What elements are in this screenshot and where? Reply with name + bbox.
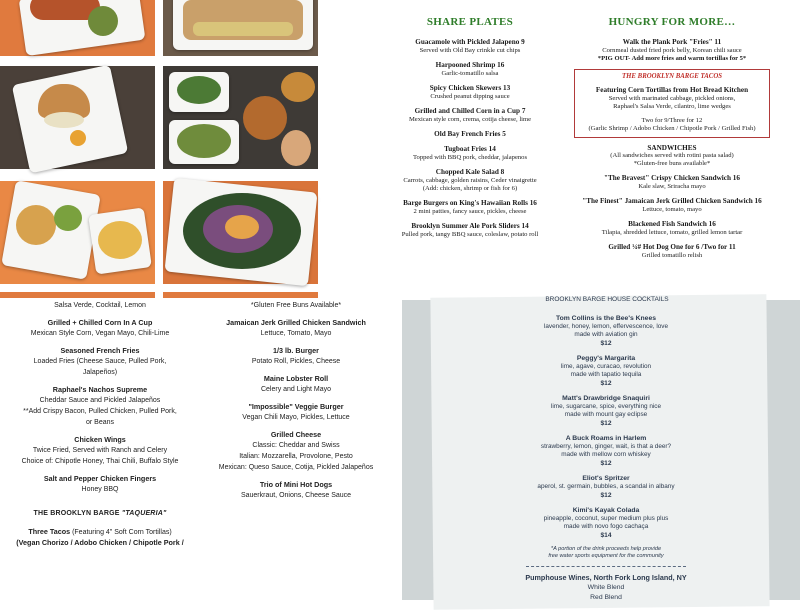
three-tacos-name: Three Tacos bbox=[28, 527, 71, 536]
menu-item bbox=[370, 145, 570, 162]
cocktail-desc: lime, agave, curacao, revolution made with tapatio tequila bbox=[560, 363, 652, 378]
three-tacos-item bbox=[0, 527, 200, 548]
item-desc: Carrots, cabbage, golden raisins, Ceder vinaigrette (Add: chicken, shrimp or fish for 6) bbox=[403, 177, 537, 192]
item-desc: *Gluten Free Buns Available* bbox=[250, 302, 342, 309]
item-name: Seasoned French Fries bbox=[60, 346, 140, 355]
item-name: "The Bravest" Crispy Chicken Sandwich 16 bbox=[604, 174, 740, 182]
item-desc: Vegan Chili Mayo, Pickles, Lettuce bbox=[242, 414, 350, 421]
cocktail-name: Tom Collins is the Bee's Knees bbox=[555, 315, 657, 322]
share-plates-list bbox=[370, 38, 570, 239]
item-desc: Lettuce, tomato, mayo bbox=[642, 206, 702, 213]
item-desc: Classic: Cheddar and Swiss Italian: Mozzarella, Provolone, Pesto Mexican: Queso Sauce, Cotija, Pickled Jalapeños bbox=[218, 442, 374, 471]
cocktail-desc: strawberry, lemon, ginger, wait, is that a deer? made with mellow corn whiskey bbox=[540, 443, 672, 458]
menu-item bbox=[196, 480, 396, 501]
item-name: Walk the Plank Pork "Fries" 11 bbox=[622, 38, 722, 46]
menu-item bbox=[370, 84, 570, 101]
cocktail-items bbox=[486, 314, 726, 540]
three-tacos-choices: (Vegan Chorizo / Adobo Chicken / Chipotle Pork / bbox=[16, 538, 184, 547]
cocktail-name: Peggy's Margarita bbox=[576, 355, 636, 362]
share-plates-heading: SHARE PLATES bbox=[426, 16, 514, 28]
menu-item bbox=[196, 346, 396, 367]
three-tacos-detail: (Featuring 4" Soft Corn Tortillas) bbox=[70, 529, 172, 536]
item-desc: Garlic-tomatillo salsa bbox=[441, 70, 499, 77]
cocktail-heading-cut: BROOKLYN BARGE HOUSE COCKTAILS bbox=[545, 296, 669, 303]
tacos-box bbox=[574, 69, 770, 138]
item-desc: Mexican style corn, crema, cotija cheese, lime bbox=[408, 116, 532, 123]
menu-item bbox=[0, 474, 200, 495]
item-name: Trio of Mini Hot Dogs bbox=[259, 480, 333, 489]
tacos-choices: (Garlic Shrimp / Adobo Chicken / Chipotle Pork / Grilled Fish) bbox=[588, 125, 756, 132]
item-desc: Sauerkraut, Onions, Cheese Sauce bbox=[240, 492, 352, 499]
cocktail-item bbox=[486, 474, 726, 500]
menu-item bbox=[0, 385, 200, 428]
item-name: 1/3 lb. Burger bbox=[273, 346, 319, 355]
item-name: Guacamole with Pickled Jalapeno 9 bbox=[415, 38, 525, 46]
item-desc: Loaded Fries (Cheese Sauce, Pulled Pork, Jalapeños) bbox=[33, 358, 167, 376]
item-desc: Cornmeal dusted fried pork belly, Korean chili sauce bbox=[602, 47, 742, 54]
menu-item bbox=[572, 174, 772, 191]
cocktail-note: *A portion of the drink proceeds help provide free water sports equipment for the community bbox=[548, 546, 664, 559]
tacos-heading: THE BROOKLYN BARGE TACOS bbox=[621, 73, 723, 80]
wines-heading: Pumphouse Wines, North Fork Long Island, NY bbox=[525, 573, 687, 582]
menu-item bbox=[196, 430, 396, 473]
food-photo-grid bbox=[0, 0, 322, 298]
cocktail-price: $12 bbox=[600, 460, 612, 467]
kale-salad-photo bbox=[163, 181, 318, 284]
cocktail-price: $12 bbox=[600, 492, 612, 499]
sandwiches-block bbox=[572, 144, 772, 168]
burger-photo bbox=[0, 66, 155, 169]
menu-item bbox=[0, 435, 200, 467]
item-name: Brooklyn Summer Ale Pork Sliders 14 bbox=[411, 222, 529, 230]
menu-item bbox=[572, 197, 772, 214]
cocktail-price: $12 bbox=[600, 380, 612, 387]
menu-item bbox=[0, 346, 200, 378]
cocktail-list bbox=[486, 314, 726, 603]
menu-item bbox=[572, 38, 772, 63]
item-desc: Honey BBQ bbox=[81, 486, 119, 493]
wine-item: Red Blend bbox=[590, 594, 622, 601]
cocktail-item bbox=[486, 354, 726, 388]
cocktail-desc: aperol, st. germain, bubbles, a scandal in albany bbox=[537, 483, 675, 490]
item-desc: Grilled tomatillo relish bbox=[641, 252, 703, 259]
item-desc: Tilapia, shredded lettuce, tomato, grilled lemon tartar bbox=[601, 229, 743, 236]
cocktail-price: $12 bbox=[600, 340, 612, 347]
cocktail-item bbox=[486, 314, 726, 348]
menu-item bbox=[370, 168, 570, 193]
item-name: Maine Lobster Roll bbox=[263, 374, 329, 383]
item-name: Blackened Fish Sandwich 16 bbox=[628, 220, 716, 228]
item-desc: Cheddar Sauce and Pickled Jalapeños **Add Crispy Bacon, Pulled Chicken, Pulled Pork, or Beans bbox=[23, 397, 177, 426]
shared-plates-photo bbox=[163, 66, 318, 169]
item-name: Raphael's Nachos Supreme bbox=[52, 385, 148, 394]
cocktail-price: $14 bbox=[600, 532, 612, 539]
item-desc: Celery and Light Mayo bbox=[260, 386, 332, 393]
menu-right-column bbox=[196, 300, 396, 508]
divider bbox=[526, 566, 686, 567]
item-name: Grilled + Chilled Corn In A Cup bbox=[47, 318, 153, 327]
cocktail-item bbox=[486, 394, 726, 428]
item-desc: 2 mini patties, fancy sauce, pickles, cheese bbox=[413, 208, 527, 215]
chips-guacamole-photo bbox=[0, 181, 155, 284]
menu-item bbox=[0, 300, 200, 311]
menu-item bbox=[196, 402, 396, 423]
cocktail-desc: lavender, honey, lemon, effervescence, love made with aviation gin bbox=[543, 323, 669, 338]
item-desc: Salsa Verde, Cocktail, Lemon bbox=[54, 302, 146, 309]
menu-item bbox=[370, 199, 570, 216]
taqueria-emph: "TAQUERIA" bbox=[121, 510, 167, 517]
hungry-heading: HUNGRY FOR MORE… bbox=[608, 16, 736, 28]
cocktail-price: $12 bbox=[600, 420, 612, 427]
sandwich-photo bbox=[163, 0, 318, 56]
item-name: Chicken Wings bbox=[74, 435, 126, 444]
item-name: Jamaican Jerk Grilled Chicken Sandwich bbox=[226, 318, 366, 327]
item-name: "The Finest" Jamaican Jerk Grilled Chicken Sandwich 16 bbox=[582, 197, 762, 205]
wine-item: White Blend bbox=[587, 584, 625, 591]
item-name: Barge Burgers on King's Hawaiian Rolls 16 bbox=[403, 199, 537, 207]
menu-item bbox=[196, 318, 396, 339]
cocktail-name: Eliot's Spritzer bbox=[582, 475, 630, 482]
right-items bbox=[196, 300, 396, 501]
item-name: Spicy Chicken Skewers 13 bbox=[429, 84, 511, 92]
item-desc: Served with Old Bay crinkle cut chips bbox=[419, 47, 521, 54]
sandwiches-heading: SANDWICHES bbox=[647, 144, 697, 152]
taqueria-prefix: THE BROOKLYN BARGE bbox=[33, 510, 122, 517]
left-items bbox=[0, 300, 200, 495]
cocktail-desc: pineapple, coconut, super medium plus plus made with novo fogo cachaça bbox=[543, 515, 669, 530]
item-desc: Twice Fried, Served with Ranch and Celery Choice of: Chipotle Honey, Thai Chili, Buffalo Style bbox=[21, 447, 179, 465]
menu-item bbox=[572, 243, 772, 260]
item-name: Grilled ¼# Hot Dog One for 6 /Two for 11 bbox=[608, 243, 736, 251]
item-note: *PIG OUT- Add more fries and warm tortillas for 5* bbox=[597, 55, 747, 62]
menu-item bbox=[0, 318, 200, 339]
tacos-price: Two for 9/Three for 12 bbox=[641, 117, 703, 124]
item-name: Grilled and Chilled Corn in a Cup 7 bbox=[414, 107, 526, 115]
menu-item bbox=[370, 130, 570, 139]
menu-left-column bbox=[0, 300, 200, 555]
item-desc: Mexican Style Corn, Vegan Mayo, Chili-Lime bbox=[30, 330, 170, 337]
item-name: Grilled Cheese bbox=[270, 430, 322, 439]
item-desc: Crushed peanut dipping sauce bbox=[430, 93, 510, 100]
item-desc: Kale slaw, Sriracha mayo bbox=[638, 183, 706, 190]
cocktail-name: A Buck Roams in Harlem bbox=[565, 435, 647, 442]
item-name: Salt and Pepper Chicken Fingers bbox=[43, 474, 157, 483]
cocktail-menu-photo bbox=[402, 296, 800, 601]
taqueria-heading bbox=[0, 502, 200, 520]
tacos-subheading: Featuring Corn Tortillas from Hot Bread Kitchen bbox=[595, 86, 749, 94]
share-plates-section bbox=[370, 16, 570, 245]
item-name: Harpooned Shrimp 16 bbox=[435, 61, 505, 69]
item-desc: Pulled pork, tangy BBQ sauce, coleslaw, potato roll bbox=[401, 231, 539, 238]
hot-dog-photo bbox=[0, 0, 155, 56]
cocktail-item bbox=[486, 506, 726, 540]
cocktail-name: Matt's Drawbridge Snaquiri bbox=[562, 395, 650, 402]
sandwich-list bbox=[572, 174, 772, 260]
menu-item bbox=[572, 220, 772, 237]
cocktail-name: Kimi's Kayak Colada bbox=[572, 507, 640, 514]
menu-item bbox=[370, 107, 570, 124]
item-desc: Lettuce, Tomato, Mayo bbox=[260, 330, 332, 337]
menu-item bbox=[196, 300, 396, 311]
hungry-for-more-section bbox=[572, 16, 772, 266]
lunch-menu-page bbox=[0, 298, 400, 600]
cocktail-desc: lime, sugarcane, spice, everything nice made with mount gay eclipse bbox=[550, 403, 662, 418]
item-name: Chopped Kale Salad 8 bbox=[435, 168, 505, 176]
sandwiches-desc: (All sandwiches served with rotini pasta salad) bbox=[610, 152, 734, 159]
sandwiches-note: *Gluten-free buns available* bbox=[633, 160, 711, 167]
tacos-desc: Served with marinated cabbage, pickled onions, Raphael's Salsa Verde, cilantro, lime wedges bbox=[608, 95, 736, 110]
menu-item bbox=[196, 374, 396, 395]
item-name: Old Bay French Fries 5 bbox=[434, 130, 506, 138]
item-desc: Potato Roll, Pickles, Cheese bbox=[251, 358, 341, 365]
item-name: "Impossible" Veggie Burger bbox=[248, 402, 344, 411]
item-name: Tugboat Fries 14 bbox=[444, 145, 496, 153]
menu-item bbox=[370, 222, 570, 239]
cocktail-item bbox=[486, 434, 726, 468]
item-desc: Topped with BBQ pork, cheddar, jalapenos bbox=[412, 154, 528, 161]
menu-item bbox=[370, 61, 570, 78]
menu-item bbox=[370, 38, 570, 55]
